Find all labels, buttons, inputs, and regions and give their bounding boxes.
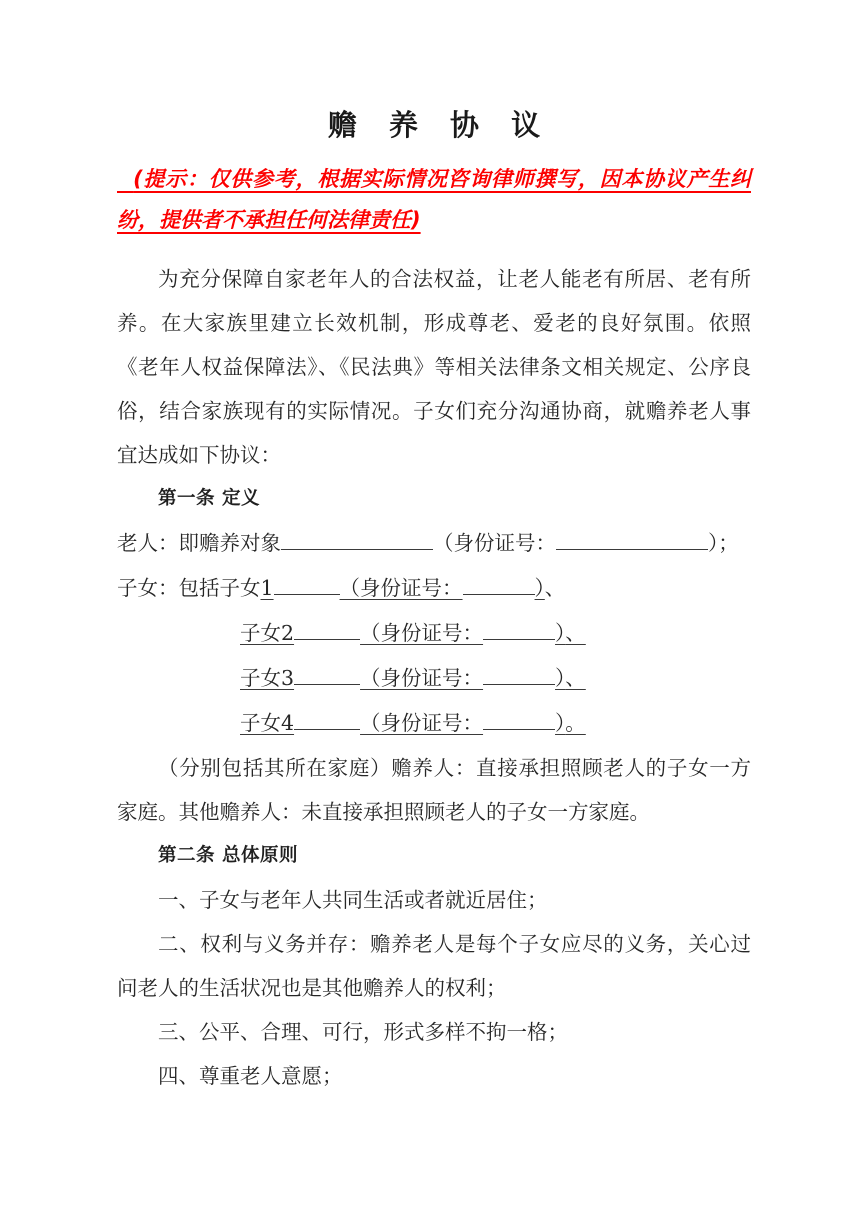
- child-definition-line-2: [117, 611, 751, 656]
- child-4-label: 子女: [240, 711, 281, 735]
- elder-id-label: （身份证号：: [433, 531, 556, 555]
- principle-item-1: 一、子女与老年人共同生活或者就近居住；: [158, 888, 548, 912]
- child-1-name-blank[interactable]: [274, 594, 340, 595]
- child-1-id-label: （身份证号：: [339, 576, 463, 600]
- child-4-index: 4: [281, 711, 295, 735]
- child-2-label: 子女: [240, 621, 281, 645]
- child-4-separator: 。: [565, 711, 586, 735]
- child-3-run[interactable]: [240, 666, 586, 690]
- elder-id-close: ）；: [708, 531, 739, 555]
- child-4-id-blank[interactable]: [483, 729, 555, 730]
- section-heading-article-2: 第二条 总体原则: [158, 845, 298, 866]
- children-label: 子女：包括子女: [117, 576, 261, 600]
- child-2-id-label: （身份证号：: [360, 621, 484, 645]
- child-1-id-blank[interactable]: [463, 594, 535, 595]
- child-2-name-blank[interactable]: [294, 639, 360, 640]
- child-3-name-blank[interactable]: [294, 684, 360, 685]
- child-definition-line-4: [117, 701, 751, 746]
- child-2-index: 2: [281, 621, 295, 645]
- child-definition-line-3: [117, 656, 751, 701]
- child-2-id-blank[interactable]: [483, 639, 555, 640]
- elder-definition-line: [117, 521, 751, 566]
- child-3-id-label: （身份证号：: [360, 666, 484, 690]
- document-content: [117, 0, 751, 1098]
- supporter-definition-paragraph: （分别包括其所在家庭）赡养人：直接承担照顾老人的子女一方家庭。其他赡养人：未直接承担照顾老人的子女一方家庭。: [117, 756, 751, 824]
- principle-item-2: 二、权利与义务并存：赡养老人是每个子女应尽的义务，关心过问老人的生活状况也是其他赡养人的权利；: [117, 932, 751, 1000]
- intro-paragraph: 为充分保障自家老年人的合法权益，让老人能老有所居、老有所养。在大家族里建立长效机制，形成尊老、爱老的良好氛围。依照《老年人权益保障法》、《民法典》等相关法律条文相关规定、公序良俗，结合家族现有的实际情况。子女们充分沟通协商，就赡养老人事宜达成如下协议：: [117, 267, 751, 467]
- disclaimer-notice: (提示：仅供参考，根据实际情况咨询律师撰写，因本协议产生纠纷，提供者不承担任何法律责任): [117, 167, 751, 232]
- child-4-run[interactable]: [240, 711, 586, 735]
- section-heading-article-1: 第一条 定义: [158, 488, 260, 509]
- principle-item-4: 四、尊重老人意愿；: [158, 1064, 343, 1088]
- child-4-id-label: （身份证号：: [360, 711, 484, 735]
- page-title: 赡 养 协 议: [327, 108, 552, 142]
- child-1-run[interactable]: [261, 576, 545, 600]
- child-4-close: ）: [555, 711, 566, 735]
- child-1-index: 1: [260, 576, 274, 600]
- elder-name-blank[interactable]: [281, 549, 433, 550]
- principle-item-3: 三、公平、合理、可行，形式多样不拘一格；: [158, 1020, 568, 1044]
- child-4-name-blank[interactable]: [294, 729, 360, 730]
- child-1-separator: 、: [544, 576, 566, 600]
- child-1-close: ）: [534, 576, 545, 600]
- child-3-close: ）: [555, 666, 566, 690]
- child-definition-line-1: [117, 566, 751, 611]
- elder-label: 老人：即赡养对象: [117, 531, 281, 555]
- child-2-run[interactable]: [240, 621, 586, 645]
- child-3-id-blank[interactable]: [483, 684, 555, 685]
- child-3-index: 3: [281, 666, 295, 690]
- child-3-label: 子女: [240, 666, 281, 690]
- child-2-separator: 、: [565, 621, 586, 645]
- elder-id-blank[interactable]: [556, 549, 708, 550]
- child-3-separator: 、: [565, 666, 586, 690]
- child-2-close: ）: [555, 621, 566, 645]
